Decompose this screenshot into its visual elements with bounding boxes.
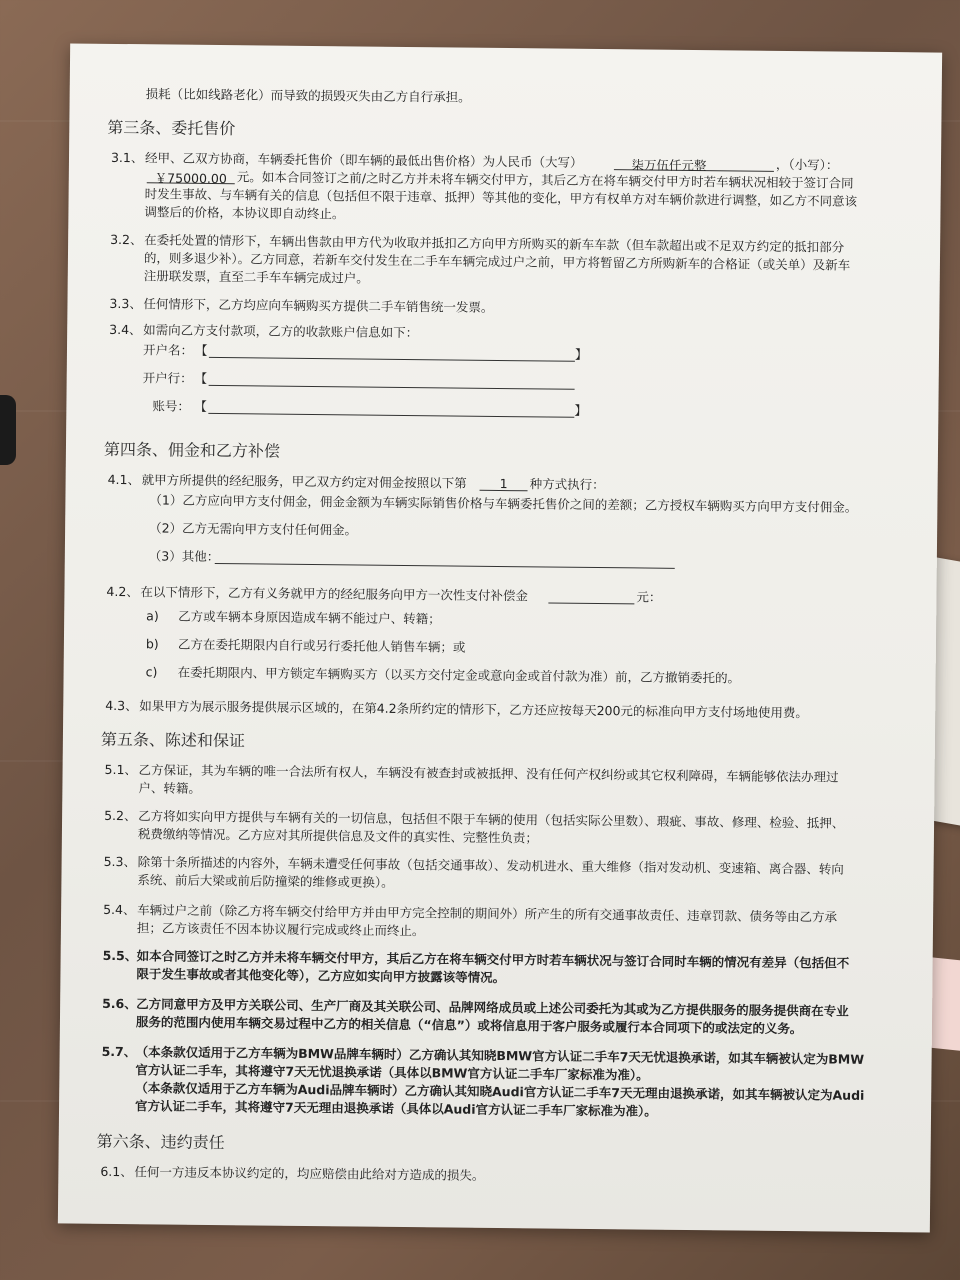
clause-3-2-text: 在委托处置的情形下，车辆出售款由甲方代为收取并抵扣乙方向甲方所购买的新车车款（但车款超出或不足双方约定的抵扣部分 [144, 232, 845, 255]
clause-5-2-number: 5.2、 [104, 807, 137, 824]
bracket-left: 【 [194, 398, 208, 414]
clause-4-3-number: 4.3、 [105, 697, 138, 714]
clause-3-2-text-3: 注册联发票，直至二手车车辆完成过户。 [143, 268, 369, 286]
commission-option-field: 1 [480, 476, 528, 492]
compensation-field [548, 589, 634, 605]
clause-4-1-number: 4.1、 [107, 471, 141, 488]
clause-4-2-number: 4.2、 [106, 583, 139, 600]
price-upper-field: 柒万伍仟元整 [614, 155, 774, 172]
clause-3-1-number: 3.1、 [110, 149, 144, 166]
clause-5-6-text: 乙方同意甲方及甲方关联公司、生产厂商及其关联公司、品牌网络成员或上述公司委托为其或为乙方提供服务的服务提供商在专业 [136, 996, 849, 1019]
clause-5-4-text: 车辆过户之前（除乙方将车辆交付给甲方并由甲方完全控制的期间外）所产生的所有交通事故责任、违章罚款、债务等由乙方承 [137, 902, 838, 925]
clause-5-5-number: 5.5、 [102, 947, 138, 964]
clause-5-3-text-2: 系统、前后大梁或前后防撞梁的维修或更换）。 [137, 872, 394, 890]
clause-3-2-text-2: 的，则多退少补）。乙方同意，若新车交付发生在二手车车辆完成过户之前，甲方将暂留乙方所购新车的合格证（或关单）及新车 [143, 250, 851, 273]
account-name-label: 开户名： [142, 342, 194, 358]
clause-5-4-number: 5.4、 [103, 901, 136, 918]
price-lower-field: ￥75000.00 [147, 168, 235, 184]
item-b-text: 乙方在委托期限内自行或另行委托他人销售车辆；或 [177, 636, 466, 655]
account-number-label: 账号： [152, 398, 191, 414]
clause-5-7-text-4: 官方认证二手车，其将遵守7天无理由退换承诺（具体以Audi官方认证二手车厂家标准为准）。 [135, 1098, 657, 1119]
item-b-label: b) [145, 636, 159, 652]
clause-5-1-text: 乙方保证，其为车辆的唯一合法所有权人，车辆没有被查封或被抵押、没有任何产权纠纷或其它权利障碍，车辆能够依法办理过 [138, 762, 839, 785]
clause-5-7-text-3: （本条款仅适用于乙方车辆为Audi品牌车辆时）乙方确认其知晓Audi官方认证二手车7天无理由退换承诺，如其车辆被认定为Audi [135, 1080, 865, 1103]
contract-page [58, 43, 942, 1232]
bracket-right: 】 [574, 402, 587, 418]
bracket-left: 【 [194, 370, 208, 386]
bracket-right: 】 [574, 346, 588, 362]
article-6-title: 第六条、违约责任 [96, 1131, 225, 1153]
clause-3-4-number: 3.4、 [109, 321, 142, 338]
clause-3-1-text-3: 时发生事故、与车辆有关的信息（包括但不限于违章、抵押）等其他的变化，甲方有权单方对车辆价款进行调整，如乙方不同意该 [144, 186, 858, 209]
desk-object [0, 395, 16, 465]
clause-4-1-text: 就甲方所提供的经纪服务，甲乙双方约定对佣金按照以下第 [141, 472, 467, 491]
item-c-text: 在委托期限内、甲方锁定车辆购买方（以买方交付定金或意向金或首付款为准）前，乙方撤销委托的。 [177, 664, 741, 686]
clause-5-3-text: 除第十条所描述的内容外，车辆未遭受任何事故（包括交通事故）、发动机进水、重大维修（指对发动机、变速箱、离合器、转向 [137, 854, 844, 877]
clause-3-1-text-4: 调整后的价格，本协议即自动终止。 [144, 204, 345, 222]
account-name-field [209, 343, 575, 362]
commission-option-3: （3）其他： [148, 548, 220, 565]
clause-5-3-number: 5.3、 [103, 853, 137, 870]
clause-5-4-text-2: 担；乙方该责任不因本协议履行完成或终止而终止。 [136, 920, 425, 939]
item-a-text: 乙方或车辆本身原因造成车辆不能过户、转籍； [178, 608, 441, 627]
item-a-label: a) [146, 608, 159, 624]
clause-5-2-text: 乙方将如实向甲方提供与车辆有关的一切信息，包括但不限于车辆的使用（包括实际公里数）、瑕疵、事故、修理、检验、抵押、 [138, 808, 845, 831]
clause-5-7-text-2: 官方认证二手车，其将遵守7天无忧退换承诺（具体以BMW官方认证二手车厂家标准为准）。 [135, 1062, 649, 1083]
commission-option-1: （1）乙方应向甲方支付佣金，佣金金额为车辆实际销售价格与车辆委托售价之间的差额；乙方授权车辆购买方向甲方支付佣金。 [149, 492, 858, 515]
clause-5-7-text: （本条款仅适用于乙方车辆为BMW品牌车辆时）乙方确认其知晓BMW官方认证二手车7天无忧退换承诺，如其车辆被认定为BMW [135, 1044, 865, 1067]
clause-5-2-text-2: 税费缴纳等情况。乙方应对其所提供信息及文件的真实性、完整性负责； [137, 826, 539, 846]
account-number-field [208, 399, 574, 418]
bracket-left: 【 [194, 342, 208, 358]
clause-3-3-text: 任何情形下，乙方均应向车辆购买方提供二手车销售统一发票。 [143, 296, 494, 315]
clause-4-1-text-2: 种方式执行： [529, 476, 605, 493]
commission-option-2: （2）乙方无需向甲方支付任何佣金。 [149, 520, 358, 538]
article-4-title: 第四条、佣金和乙方补偿 [103, 439, 281, 461]
clause-5-5-text: 如本合同签订之时乙方并未将车辆交付甲方，其后乙方在将车辆交付甲方时若车辆状况与签订合同时车辆的情况有差异（包括但不 [136, 948, 850, 971]
clause-5-1-number: 5.1、 [104, 761, 138, 778]
clause-5-5-text-2: 限于发生事故或者其他变化等），乙方应如实向甲方披露该等情况。 [136, 966, 506, 986]
clause-3-2-number: 3.2、 [110, 231, 143, 248]
clause-5-7-number: 5.7、 [101, 1043, 137, 1060]
clause-3-1-text: 经甲、乙双方协商，车辆委托售价（即车辆的最低出售价格）为人民币（大写） [144, 150, 583, 170]
clause-4-2-unit: 元： [636, 589, 662, 605]
carry-over-line: 损耗（比如线路老化）而导致的损毁灭失由乙方自行承担。 [145, 86, 471, 105]
clause-5-6-text-2: 服务的范围内使用车辆交易过程中乙方的相关信息（“信息”）或将信息用于客户服务或履行本合同项下的或法定的义务。 [135, 1014, 803, 1037]
article-3-title: 第三条、委托售价 [107, 117, 236, 139]
clause-5-1-text-2: 户、转籍。 [138, 780, 202, 796]
item-c-label: c) [145, 664, 158, 680]
clause-5-6-number: 5.6、 [102, 995, 137, 1012]
clause-4-3-text: 如果甲方为展示服务提供展示区域的，在第4.2条所约定的情形下，乙方还应按每天200元的标准向甲方支付场地使用费。 [139, 698, 809, 721]
commission-other-field [215, 549, 675, 569]
clause-3-1-sep: ，（小写）： [775, 156, 839, 173]
clause-6-1-text: 任何一方违反本协议约定的，均应赔偿由此给对方造成的损失。 [134, 1164, 485, 1183]
clause-3-4-text: 如需向乙方支付款项，乙方的收款账户信息如下： [143, 322, 419, 341]
clause-3-3-number: 3.3、 [109, 295, 142, 312]
account-bank-label: 开户行： [142, 370, 193, 386]
clause-6-1-number: 6.1、 [100, 1163, 133, 1180]
clause-4-2-text: 在以下情形下，乙方有义务就甲方的经纪服务向甲方一次性支付补偿金 [140, 584, 529, 604]
article-5-title: 第五条、陈述和保证 [100, 729, 246, 751]
clause-3-1-text-2: 元。如本合同签订之前/之时乙方并未将车辆交付甲方，其后乙方在将车辆交付甲方时若车辆状况相较于签订合同 [236, 169, 854, 191]
account-bank-field [209, 371, 575, 390]
